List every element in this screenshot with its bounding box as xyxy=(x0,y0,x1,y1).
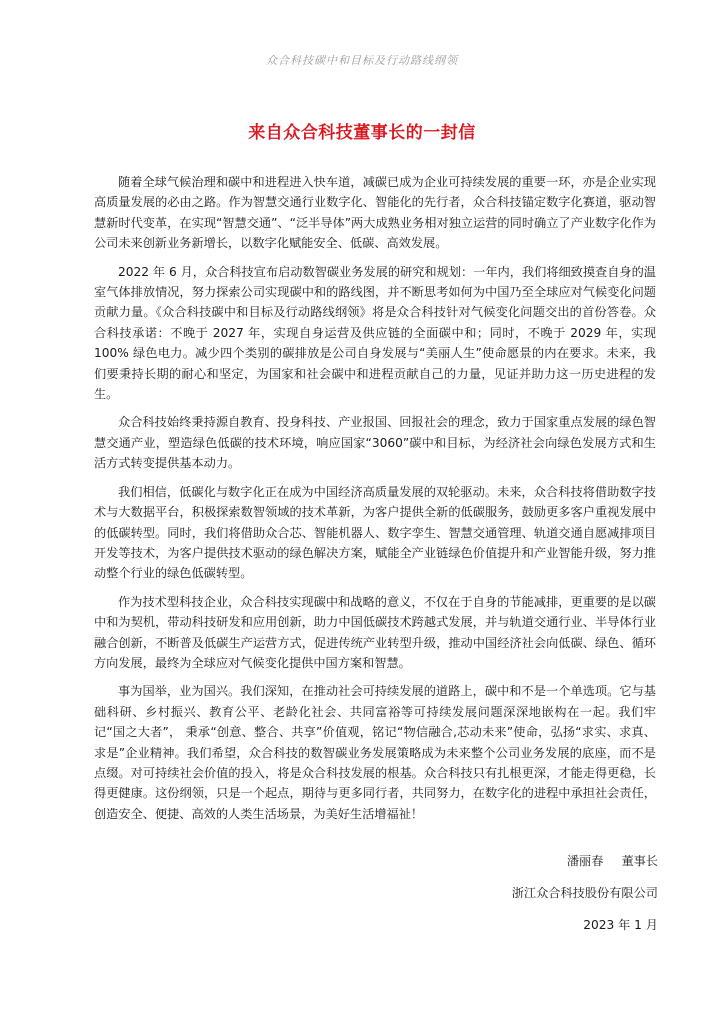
letter-body xyxy=(94,172,656,832)
paragraph: 作为技术型科技企业，众合科技实现碳中和战略的意义，不仅在于自身的节能减排，更重要的是以碳中和为契机，带动科技研发和应用创新，助力中国低碳技术跨越式发展，并与轨道交通行业、半导体行业融合创新，不断普及低碳生产运营方式，促进传统产业转型升级，推动中国经济社会向低碳、绿色、循环方向发展，最终为全球应对气候变化提供中国方案和智慧。 xyxy=(94,594,656,670)
paragraph: 2022 年 6 月，众合科技宣布启动数智碳业务发展的研究和规划：一年内，我们将细致摸查自身的温室气体排放情况，努力探索公司实现碳中和的路线图，并不断思考如何为中国乃至全球应对气候变化问题贡献力量。《众合科技碳中和目标及行动路线纲领》将是众合科技针对气候变化问题交出的首份答卷。众合科技承诺：不晚于 2027 年，实现自身运营及供应链的全面碳中和；同时，不晚于 2029 年，实现 100% 绿色电力。减少四个类别的碳排放是公司自身发展与“美丽人生”使命愿景的内在要求。未来，我们要秉持长期的耐心和坚定，为国家和社会碳中和进程贡献自己的力量，见证并助力这一历史进程的发生。 xyxy=(94,264,656,402)
paragraph: 我们相信，低碳化与数字化正在成为中国经济高质量发展的双轮驱动。未来，众合科技将借助数字技术与大数据平台，积极探索数智领域的技术革新，为客户提供全新的低碳服务，鼓励更多客户重视发展中的低碳转型。同时，我们将借助众合芯、智能机器人、数字孪生、智慧交通管理、轨道交通自愿减排项目开发等技术，为客户提供技术驱动的绿色解决方案，赋能全产业链绿色价值提升和产业智能升级，努力推动整个行业的绿色低碳转型。 xyxy=(94,484,656,581)
signature-line xyxy=(358,852,658,869)
signer-company: 浙江众合科技股份有限公司 xyxy=(511,886,658,900)
paragraph: 随着全球气候治理和碳中和进程进入快车道，减碳已成为企业可持续发展的重要一环，亦是企业实现高质量发展的必由之路。作为智慧交通行业数字化、智能化的先行者，众合科技锚定数字化赛道，驱动智慧新时代变革，在实现“智慧交通”、“泛半导体”两大成熟业务相对独立运营的同时确立了产业数字化作为公司未来创新业务新增长，以数字化赋能安全、低碳、高效发展。 xyxy=(94,175,656,251)
paragraph: 事为国举，业为国兴。我们深知，在推动社会可持续发展的道路上，碳中和不是一个单选项。它与基础科研、乡村振兴、教育公平、老龄化社会、共同富裕等可持续发展问题深深地嵌构在一起。我们牢记“国之大者”， 秉承“创意、整合、共享”价值观，铭记“物信融合,芯动未来”使命，弘扬“求实、求真、 求是”企业精神。我们希望，众合科技的数智碳业务发展策略成为未来整个公司业务发展的底座，而不是点缀。对可持续社会价值的投入，将是众合科技发展的根基。众合科技只有扎根更深，才能走得更稳，长得更健康。这份纲领，只是一个起点，期待与更多同行者，共同努力，在数字化的进程中承担社会责任，创造安全、便捷、高效的人类生活场景，为美好生活增福祉！ xyxy=(94,684,656,821)
letter-title: 来自众合科技董事长的一封信 xyxy=(248,123,476,143)
signer-name: 潘丽春 xyxy=(566,854,604,868)
running-header: 众合科技碳中和目标及行动路线纲领 xyxy=(266,54,458,67)
paragraph: 众合科技始终秉持源自教育、投身科技、产业报国、回报社会的理念，致力于国家重点发展的绿色智慧交通产业，塑造绿色低碳的技术环境，响应国家“3060”碳中和目标，为经济社会向绿色发展方式和生活方式转变提供基本动力。 xyxy=(94,415,656,471)
signer-role: 董事长 xyxy=(621,854,658,868)
letter-date: 2023 年 1 月 xyxy=(583,918,658,932)
